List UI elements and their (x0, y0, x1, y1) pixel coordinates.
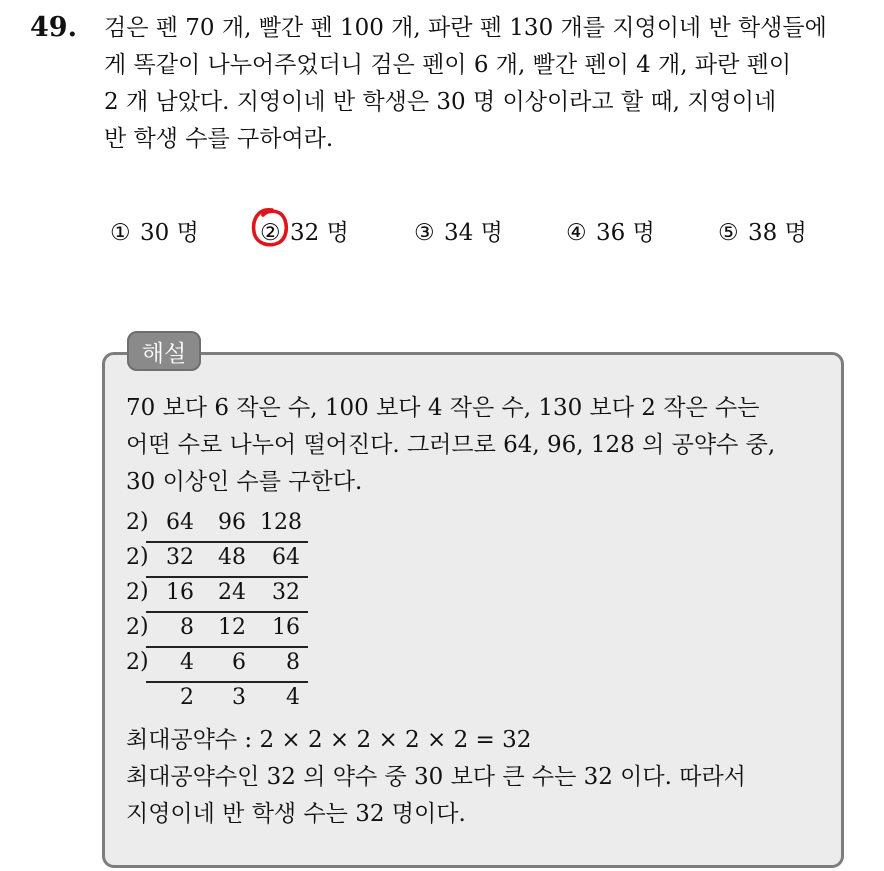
solution-line: 70 보다 6 작은 수, 100 보다 4 작은 수, 130 보다 2 작은 수는 (126, 395, 760, 421)
ladder-value: 128 (260, 510, 302, 535)
solution-line: 최대공약수인 32 의 약수 중 30 보다 큰 수는 32 이다. 따라서 (126, 764, 746, 790)
ladder-result-row (126, 685, 316, 719)
solution-line: 어떤 수로 나누어 떨어진다. 그러므로 64, 96, 128 의 공약수 중, (126, 432, 776, 458)
ladder-row (126, 580, 316, 614)
choice-text: 38 명 (748, 220, 807, 246)
solution-tag: 해설 (127, 331, 201, 371)
ladder-value: 48 (218, 545, 246, 570)
ladder-divisor: 2 (126, 650, 140, 675)
ladder-bracket: ) (140, 614, 149, 639)
solution-line: 최대공약수 : 2 × 2 × 2 × 2 × 2 = 32 (126, 727, 532, 753)
ladder-row (126, 615, 316, 649)
ladder-row (126, 510, 316, 544)
solution-intro (126, 390, 822, 501)
ladder-bracket: ) (140, 579, 149, 604)
ladder-value: 2 (180, 685, 194, 710)
ladder-divisor: 2 (126, 615, 140, 640)
ladder-divisor: 2 (126, 510, 140, 535)
ladder-underline (146, 646, 308, 648)
solution-conclusion (126, 722, 826, 833)
choice-text: 30 명 (140, 220, 199, 246)
choice-text: 36 명 (596, 220, 655, 246)
question-line: 2 개 남았다. 지영이네 반 학생은 30 명 이상이라고 할 때, 지영이네 (104, 89, 777, 115)
ladder-row (126, 545, 316, 579)
choice-1[interactable] (110, 214, 199, 247)
choice-4[interactable] (566, 214, 655, 247)
ladder-value: 32 (272, 580, 300, 605)
division-ladder (126, 508, 326, 718)
ladder-value: 24 (218, 580, 246, 605)
ladder-value: 4 (286, 685, 300, 710)
solution-line: 30 이상인 수를 구한다. (126, 469, 363, 495)
ladder-value: 32 (166, 545, 194, 570)
ladder-value: 64 (272, 545, 300, 570)
ladder-underline (146, 681, 308, 683)
question-line: 반 학생 수를 구하여라. (104, 126, 334, 152)
ladder-bracket: ) (140, 649, 149, 674)
ladder-value: 8 (286, 650, 300, 675)
ladder-value: 3 (232, 685, 246, 710)
ladder-value: 16 (272, 615, 300, 640)
choice-mark: ② (260, 220, 281, 246)
solution-line: 지영이네 반 학생 수는 32 명이다. (126, 801, 466, 827)
answer-choices (110, 214, 830, 254)
choice-mark: ③ (414, 220, 435, 246)
choice-3[interactable] (414, 214, 503, 247)
ladder-value: 4 (180, 650, 194, 675)
answer-circle-mark (250, 206, 290, 250)
choice-text: 32 명 (290, 220, 349, 246)
ladder-value: 6 (232, 650, 246, 675)
choice-text: 34 명 (444, 220, 503, 246)
question-line: 게 똑같이 나누어주었더니 검은 펜이 6 개, 빨간 펜이 4 개, 파란 펜이 (104, 52, 792, 78)
question-number: 49. (30, 12, 77, 43)
ladder-divisor: 2 (126, 545, 140, 570)
ladder-underline (146, 576, 308, 578)
ladder-value: 16 (166, 580, 194, 605)
ladder-bracket: ) (140, 509, 149, 534)
ladder-underline (146, 611, 308, 613)
ladder-divisor: 2 (126, 580, 140, 605)
ladder-value: 96 (218, 510, 246, 535)
ladder-value: 12 (218, 615, 246, 640)
question-line: 검은 펜 70 개, 빨간 펜 100 개, 파란 펜 130 개를 지영이네 반 학생들에 (104, 15, 827, 41)
ladder-row (126, 650, 316, 684)
ladder-value: 64 (166, 510, 194, 535)
ladder-bracket: ) (140, 544, 149, 569)
choice-mark: ⑤ (718, 220, 739, 246)
choice-mark: ④ (566, 220, 587, 246)
choice-mark: ① (110, 220, 131, 246)
choice-5[interactable] (718, 214, 807, 247)
ladder-underline (146, 541, 308, 543)
question-text (104, 10, 864, 158)
ladder-value: 8 (180, 615, 194, 640)
